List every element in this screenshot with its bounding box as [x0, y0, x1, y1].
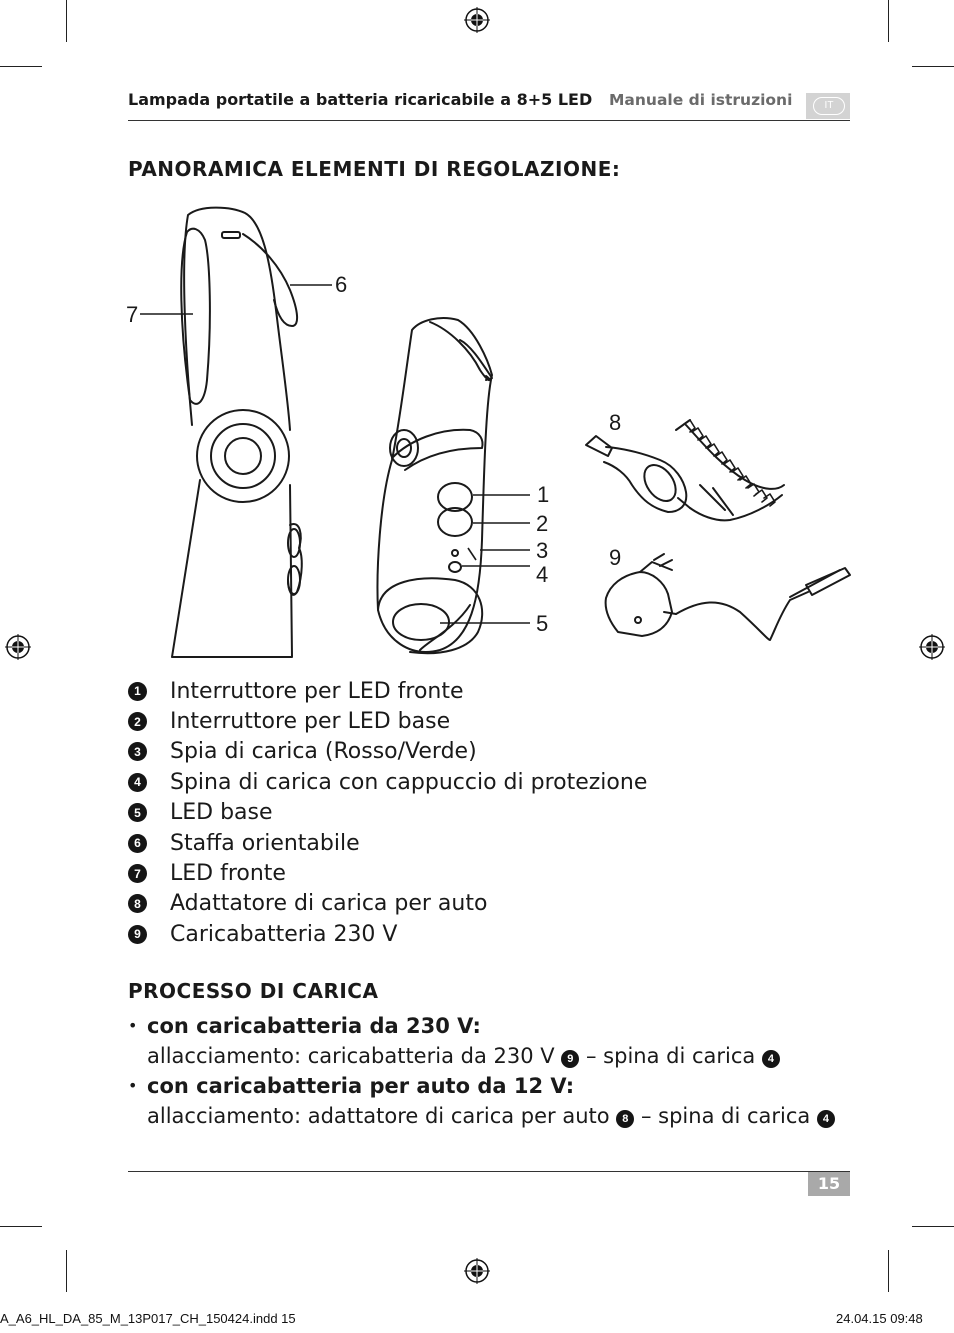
- callout-1: 1: [537, 482, 550, 507]
- car-charger-adapter-icon: [586, 420, 784, 520]
- list-item: [128, 858, 728, 888]
- bullet: •: [128, 1016, 138, 1035]
- number-badge: 8: [616, 1110, 634, 1128]
- number-badge: 5: [128, 803, 147, 822]
- bullet: •: [128, 1076, 138, 1095]
- footer-rule: [128, 1171, 850, 1172]
- callout-3: 3: [536, 538, 549, 563]
- legend-text: Interruttore per LED base: [170, 709, 451, 735]
- callout-7: 7: [126, 302, 139, 327]
- language-label: IT: [813, 97, 845, 115]
- crop-mark: [888, 0, 889, 42]
- number-badge: 6: [128, 834, 147, 853]
- section-title-overview: PANORAMICA ELEMENTI DI REGOLAZIONE:: [128, 157, 621, 181]
- legend-text: Interruttore per LED fronte: [170, 678, 464, 704]
- crop-mark: [66, 1250, 67, 1292]
- language-tab: [806, 93, 850, 119]
- number-badge: 2: [128, 712, 147, 731]
- legend-text: Caricabatteria 230 V: [170, 921, 398, 947]
- callout-4: 4: [536, 562, 549, 587]
- list-item: [128, 737, 728, 767]
- list-item: [128, 828, 728, 858]
- header-title: Lampada portatile a batteria ricaricabile a 8+5 LED: [128, 90, 593, 109]
- lamp-base-body: [172, 480, 292, 657]
- legend-text: Spia di carica (Rosso/Verde): [170, 739, 477, 765]
- number-badge: 7: [128, 864, 147, 883]
- print-timestamp: 24.04.15 09:48: [836, 1311, 923, 1326]
- lamp-side-body: [378, 318, 492, 652]
- number-badge: 9: [128, 925, 147, 944]
- crop-mark: [0, 66, 42, 67]
- callout-2: 2: [536, 511, 549, 536]
- step-heading: con caricabatteria da 230 V:: [147, 1014, 481, 1038]
- crop-mark: [912, 66, 954, 67]
- list-item: [128, 798, 728, 828]
- legend-text: LED fronte: [170, 861, 286, 887]
- step-description: allacciamento: adattatore di carica per auto 8 – spina di carica 4: [147, 1101, 835, 1131]
- charging-steps: [128, 1011, 848, 1131]
- number-badge: 8: [128, 894, 147, 913]
- print-slug: A_A6_HL_DA_85_M_13P017_CH_150424.indd 15: [0, 1311, 296, 1326]
- number-badge: 1: [128, 682, 147, 701]
- callout-9: 9: [609, 545, 622, 570]
- list-item: [128, 767, 728, 797]
- coiled-cable: [684, 420, 775, 506]
- registration-mark-icon: [464, 1258, 490, 1284]
- registration-mark-icon: [5, 634, 31, 660]
- list-item: [128, 706, 728, 736]
- crop-mark: [888, 1250, 889, 1292]
- legend-text: LED base: [170, 800, 273, 826]
- legend-text: Adattatore di carica per auto: [170, 891, 488, 917]
- list-item: [128, 676, 728, 706]
- registration-mark-icon: [464, 7, 490, 33]
- crop-mark: [0, 1226, 42, 1227]
- legend-text: Staffa orientabile: [170, 830, 360, 856]
- number-badge: 4: [762, 1050, 780, 1068]
- number-badge: 4: [817, 1110, 835, 1128]
- number-badge: 9: [561, 1050, 579, 1068]
- crop-mark: [66, 0, 67, 42]
- section-title-charging: PROCESSO DI CARICA: [128, 979, 379, 1003]
- list-item: [128, 889, 728, 919]
- lamp-swivel-bracket: [243, 234, 297, 326]
- lamp-front-body: [184, 208, 290, 430]
- number-badge: 4: [128, 773, 147, 792]
- number-badge: 3: [128, 742, 147, 761]
- wall-charger-icon: [606, 554, 850, 640]
- list-item: [128, 1071, 848, 1131]
- page-number: 15: [808, 1172, 850, 1196]
- crop-mark: [912, 1226, 954, 1227]
- list-item: [128, 1011, 848, 1071]
- registration-mark-icon: [919, 634, 945, 660]
- step-heading: con caricabatteria per auto da 12 V:: [147, 1074, 575, 1098]
- header-rule: [128, 120, 850, 121]
- callout-8: 8: [609, 410, 622, 435]
- legend-text: Spina di carica con cappuccio di protezione: [170, 769, 648, 795]
- legend-list: [128, 676, 728, 950]
- header-subtitle: Manuale di istruzioni: [609, 91, 793, 109]
- product-diagram: [100, 195, 860, 665]
- step-description: allacciamento: caricabatteria da 230 V 9 – spina di carica 4: [147, 1041, 780, 1071]
- callout-6: 6: [335, 272, 348, 297]
- callout-5: 5: [536, 611, 549, 636]
- list-item: [128, 919, 728, 949]
